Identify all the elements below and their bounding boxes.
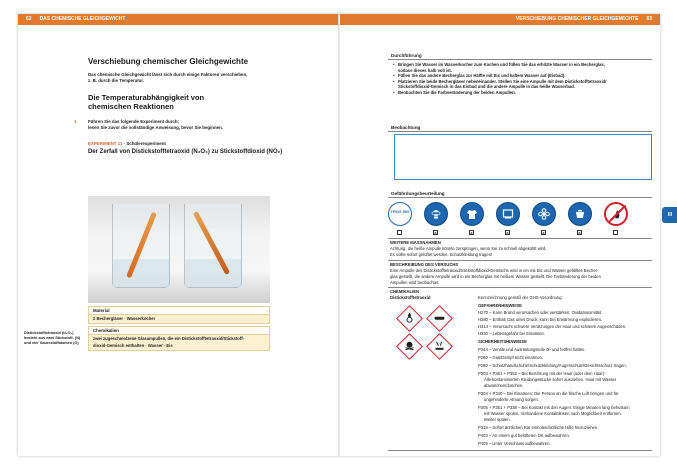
left-running-head: DAS CHEMISCHE GLEICHGEWICHT bbox=[39, 16, 126, 22]
material-heading: Material bbox=[89, 307, 269, 315]
checkbox-ventilation[interactable]: x bbox=[542, 230, 545, 235]
p-statement-cont: Alle kontaminierten Kleidungsstücke sofort ausziehen. Haut mit Wasser bbox=[484, 377, 617, 382]
margin-note: Distickstofftetraoxid (N₂O₄) besteht aus zwei Stickstoff- (N) und vier Sauerstoffatomen (O) bbox=[24, 331, 81, 345]
h-statement: H280 – Enthält Gas unter Druck; kann bei Erwärmung explodieren. bbox=[478, 317, 603, 322]
task-number: 1 bbox=[74, 119, 77, 124]
observation-heading: Beobachtung bbox=[388, 124, 652, 132]
material-box bbox=[88, 306, 270, 324]
chapter-tab: III bbox=[662, 207, 677, 223]
left-page-number: 62 bbox=[26, 16, 32, 22]
p-statement-cont: abwaschen/duschen. bbox=[484, 383, 524, 388]
experiment-title: Der Zerfall von Distickstofftetraoxid (N₂O₄) zu Stickstoffdioxid (NO₂) bbox=[88, 149, 283, 155]
beaker-right bbox=[184, 204, 242, 288]
h-statement: H270 – Kann Brand verursachen oder verstärken; Oxidationsmittel. bbox=[478, 310, 603, 315]
intro-line-1: Das chemische Gleichgewicht lässt sich durch einige Faktoren verschieben, bbox=[88, 72, 248, 77]
procedure-list bbox=[388, 60, 652, 98]
procedure-heading: Durchführung bbox=[388, 52, 652, 60]
observation-field[interactable] bbox=[394, 134, 652, 180]
p-statement: P315 – Sofort ärztlichen Rat einholen/ärztliche Hilfe hinzuziehen. bbox=[478, 425, 599, 430]
checkbox-fume-hood[interactable]: x bbox=[506, 230, 509, 235]
p-statement: P304 + P340 – Bei Einatmen: Die Person an die frische Luft bringen und für bbox=[478, 391, 619, 396]
procedure-section bbox=[388, 52, 652, 98]
p-statement: P303 + P361 + P353 – Bei Berührung mit der Haut (oder dem Haar): bbox=[478, 371, 606, 376]
measures-line-2: Es sollte sofort gelüftet werden. Schutzkleidung tragen! bbox=[390, 252, 493, 257]
beaker-left bbox=[112, 204, 170, 288]
chemical-name: Distickstofftetraoxid bbox=[390, 295, 431, 300]
goggles-icon bbox=[424, 202, 448, 226]
description-line-2: glas gestellt, die andere Ampulle wird in ein Becherglas mit heißem Wasser gestellt. Die Farbänderung der beiden bbox=[390, 274, 601, 279]
hazard-notes-heading: GEFAHRENHINWEISE bbox=[478, 303, 522, 308]
task-line-1: Führen Sie das folgende Experiment durch; bbox=[88, 119, 179, 124]
description-heading: BESCHREIBUNG DES VERSUCHS bbox=[390, 262, 459, 267]
procedure-step: • Bringen Sie Wasser im Wasserkocher zum Kochen und füllen Sie das erhitzte Wasser in ein Becherglas, bbox=[398, 62, 646, 68]
procedure-step: • Beobachten Sie die Farbveränderung der beiden Ampullen. bbox=[398, 90, 646, 96]
checkbox-no-flame[interactable] bbox=[613, 230, 618, 235]
p-statement: P260 – Gas/Dampf nicht einatmen. bbox=[478, 355, 544, 360]
checkbox-lab-coat[interactable]: x bbox=[470, 230, 473, 235]
h-statement: H314 – Verursacht schwere Verätzungen der Haut und schwere Augenschäden. bbox=[478, 324, 627, 329]
chemicals-line-1: zwei zugeschmolzene Glasampullen, die ein Distickstofftetraoxid/Stickstoff- bbox=[93, 336, 245, 341]
p-statement-cont: ungehinderte Atmung sorgen. bbox=[484, 397, 539, 402]
right-running-header bbox=[340, 14, 660, 25]
lab-coat-icon bbox=[460, 202, 484, 226]
right-running-head: VERSCHIEBUNG CHEMISCHER GLEICHGEWICHTE bbox=[515, 16, 639, 22]
ghs-corrosive-icon bbox=[426, 333, 453, 360]
trgs-label: TRGS 500 bbox=[390, 209, 410, 214]
ventilation-icon bbox=[532, 202, 556, 226]
page-title: Verschiebung chemischer Gleichgewichte bbox=[88, 57, 249, 66]
disposal-icon bbox=[568, 202, 592, 226]
experiment-label-line: EXPERIMENT 11 · Schülerexperiment bbox=[88, 141, 166, 146]
description-line-3: Ampullen wird beobachtet. bbox=[390, 280, 440, 285]
section-heading-1: Die Temperaturabhängigkeit von bbox=[88, 93, 205, 102]
p-statement-cont: mit Wasser spülen. Vorhandene Kontaktlinsen nach Möglichkeit entfernen. bbox=[484, 411, 622, 416]
hazard-heading: Gefährdungsbeurteilung bbox=[388, 190, 652, 198]
ghs-gas-cylinder-icon bbox=[426, 305, 453, 332]
procedure-step: • Füllen Sie das andere Becherglas zur Hälfte mit Eis und kaltem Wasser auf (Eisbad). bbox=[398, 73, 646, 79]
p-statement: P305 + P351 + P338 – Bei Kontakt mit den Augen: Einige Minuten lang behutsam bbox=[478, 405, 630, 410]
ghs-toxic-icon bbox=[396, 333, 423, 360]
task-line-2: lesen Sie zuvor die vollständige Anweisung, bevor Sie beginnen. bbox=[88, 125, 224, 130]
safety-notes-heading: SICHERHEITSHINWEISE bbox=[478, 339, 527, 344]
right-page-number: 63 bbox=[646, 16, 652, 22]
p-statement: P244 – Ventile und Ausrüstungsteile öl- und fettfrei halten. bbox=[478, 347, 586, 352]
trgs-icon bbox=[388, 202, 412, 226]
checkbox-disposal[interactable]: x bbox=[578, 230, 581, 235]
p-statement-cont: Weiter spülen. bbox=[484, 417, 511, 422]
no-flame-icon bbox=[604, 202, 628, 226]
p-statement: P280 – Schutzhandschuhe/Schutzkleidung/Augenschutz/Gesichtsschutz tragen. bbox=[478, 363, 627, 368]
left-running-header bbox=[18, 14, 338, 25]
intro-line-2: z. B. durch die Temperatur. bbox=[88, 78, 145, 83]
experiment-label: EXPERIMENT 11 bbox=[88, 141, 123, 146]
fume-hood-icon bbox=[496, 202, 520, 226]
book-spread bbox=[18, 14, 673, 456]
material-row: 2 Bechergläser · Wasserkocher bbox=[93, 316, 156, 321]
section-heading-2: chemischen Reaktionen bbox=[88, 102, 174, 111]
checkbox-goggles[interactable]: x bbox=[434, 230, 437, 235]
procedure-step-cont-text: Stickstoffdioxid-Gemisch in das Eisbad und die andere Ampulle in das heiße Wasserbad. bbox=[398, 84, 575, 90]
hazard-section bbox=[388, 190, 652, 198]
p-statement: P405 – Unter Verschluss aufbewahren. bbox=[478, 441, 551, 446]
ghs-oxidizer-icon bbox=[396, 305, 423, 332]
checkbox-trgs[interactable] bbox=[397, 230, 402, 235]
chemicals-heading: Chemikalien bbox=[89, 327, 269, 335]
procedure-step-cont-text: sodass dieses halb voll ist. bbox=[398, 67, 452, 73]
experiment-type: Schülerexperiment bbox=[126, 141, 166, 146]
description-line-1: Eine Ampulle des Distickstofftetraoxid/Stickstoffdioxid-Gemischs wird in ein mit Eis und Wasser gefülltes Becher- bbox=[390, 268, 599, 273]
p-statement: P403 – An einem gut belüfteten Ort aufbewahren. bbox=[478, 433, 570, 438]
chemicals-box bbox=[88, 326, 270, 351]
procedure-step: • Platzieren Sie beide Bechergläser nebeneinander. Stellen Sie eine Ampulle mit dem Distickstofftetraoxid/ bbox=[398, 79, 646, 85]
chemicals-table-heading: CHEMIKALIEN bbox=[390, 289, 420, 294]
chemicals-line-2: dioxid-Gemisch enthalten · Wasser · Eis bbox=[93, 343, 173, 348]
measures-heading: WEITERE MASSNAHMEN bbox=[390, 240, 441, 245]
h-statement: H330 – Lebensgefahr bei Einatmen. bbox=[478, 331, 546, 336]
observation-section bbox=[388, 124, 652, 132]
ghs-labelling: Kennzeichnung gemäß der GHS-Verordnung: bbox=[478, 295, 563, 300]
experiment-photo bbox=[88, 196, 270, 303]
book-spine bbox=[338, 14, 340, 456]
measures-line-1: Achtung, die heiße Ampulle könnte zerspringen, wenn Sie zu schnell abgekühlt wird. bbox=[390, 246, 547, 251]
